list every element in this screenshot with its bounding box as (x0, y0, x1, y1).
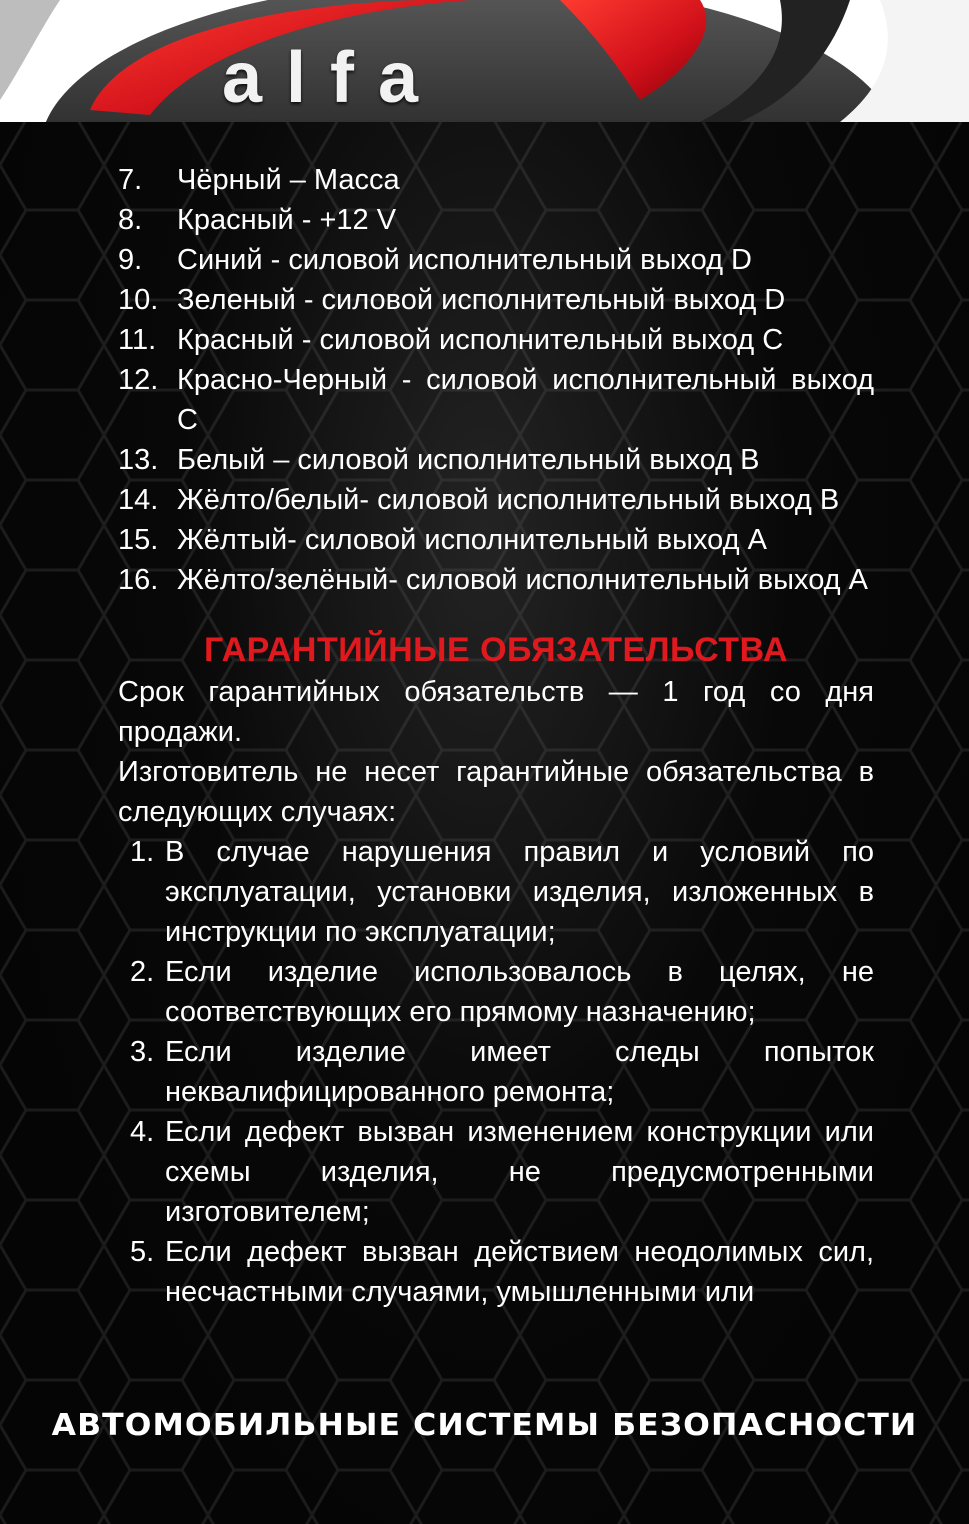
list-item-text: Жёлто/белый- силовой исполнительный выход B (177, 484, 840, 516)
list-item-text: В случае нарушения правил и условий по эксплуатации, установки изделия, изложенных в инструкции по эксплуатации; (165, 836, 874, 948)
warranty-intro-paragraph: Изготовитель не несет гарантийные обязательства в следующих случаях: (118, 756, 874, 828)
list-item (118, 560, 874, 600)
brand-logo-text: alfa (222, 38, 443, 118)
footer-tagline: АВТОМОБИЛЬНЫЕ СИСТЕМЫ БЕЗОПАСНОСТИ (51, 1408, 918, 1443)
list-item-text: Красно-Черный - силовой исполнительный выход C (177, 364, 874, 436)
warranty-term-paragraph: Срок гарантийных обязательств — 1 год со дня продажи. (118, 676, 874, 748)
list-item-text: Чёрный – Масса (177, 164, 400, 196)
list-item-text: Белый – силовой исполнительный выход B (177, 444, 760, 476)
section-title: ГАРАНТИЙНЫЕ ОБЯЗАТЕЛЬСТВА (203, 631, 788, 669)
list-item-number: 12. (118, 364, 159, 396)
list-item-text: Жёлтый- силовой исполнительный выход A (177, 524, 767, 556)
list-item (118, 1112, 874, 1232)
list-item-text: Синий - силовой исполнительный выход D (177, 244, 753, 276)
list-item-text: Жёлто/зелёный- силовой исполнительный выход A (177, 564, 869, 596)
list-item-number: 15. (118, 524, 159, 556)
list-item-number: 5. (130, 1236, 155, 1268)
list-item-number: 7. (118, 164, 143, 196)
list-item (118, 200, 874, 240)
list-item (118, 240, 874, 280)
list-item-text: Если изделие имеет следы попыток неквалифицированного ремонта; (165, 1036, 874, 1108)
list-item (118, 160, 874, 200)
list-item-number: 4. (130, 1116, 155, 1148)
list-item-number: 14. (118, 484, 159, 516)
list-item (118, 520, 874, 560)
list-item-text: Зеленый - силовой исполнительный выход D (177, 284, 786, 316)
list-item (118, 320, 874, 360)
list-item-number: 16. (118, 564, 159, 596)
list-item-text: Если дефект вызван изменением конструкции или схемы изделия, не предусмотренными изготовителем; (165, 1116, 874, 1228)
list-item-text: Красный - +12 V (177, 204, 397, 236)
logo-header (0, 0, 969, 122)
list-item (118, 480, 874, 520)
list-item (118, 440, 874, 480)
list-item-number: 1. (130, 836, 155, 868)
main-content (118, 160, 874, 1312)
list-item-number: 13. (118, 444, 159, 476)
logo-swoosh-graphic (0, 0, 969, 122)
list-item-number: 8. (118, 204, 143, 236)
wire-list (118, 160, 874, 600)
list-item-number: 11. (118, 324, 157, 356)
list-item-number: 2. (130, 956, 155, 988)
list-item-number: 10. (118, 284, 159, 316)
list-item (118, 1032, 874, 1112)
list-item-text: Красный - силовой исполнительный выход C (177, 324, 784, 356)
list-item-number: 3. (130, 1036, 155, 1068)
list-item (118, 1232, 874, 1312)
list-item (118, 360, 874, 440)
exclusion-list (118, 832, 874, 1312)
list-item-text: Если дефект вызван действием неодолимых сил, несчастными случаями, умышленными или (165, 1236, 874, 1308)
list-item-number: 9. (118, 244, 143, 276)
list-item-text: Если изделие использовалось в целях, не соответствующих его прямому назначению; (165, 956, 874, 1028)
list-item (118, 280, 874, 320)
list-item (118, 952, 874, 1032)
list-item (118, 832, 874, 952)
